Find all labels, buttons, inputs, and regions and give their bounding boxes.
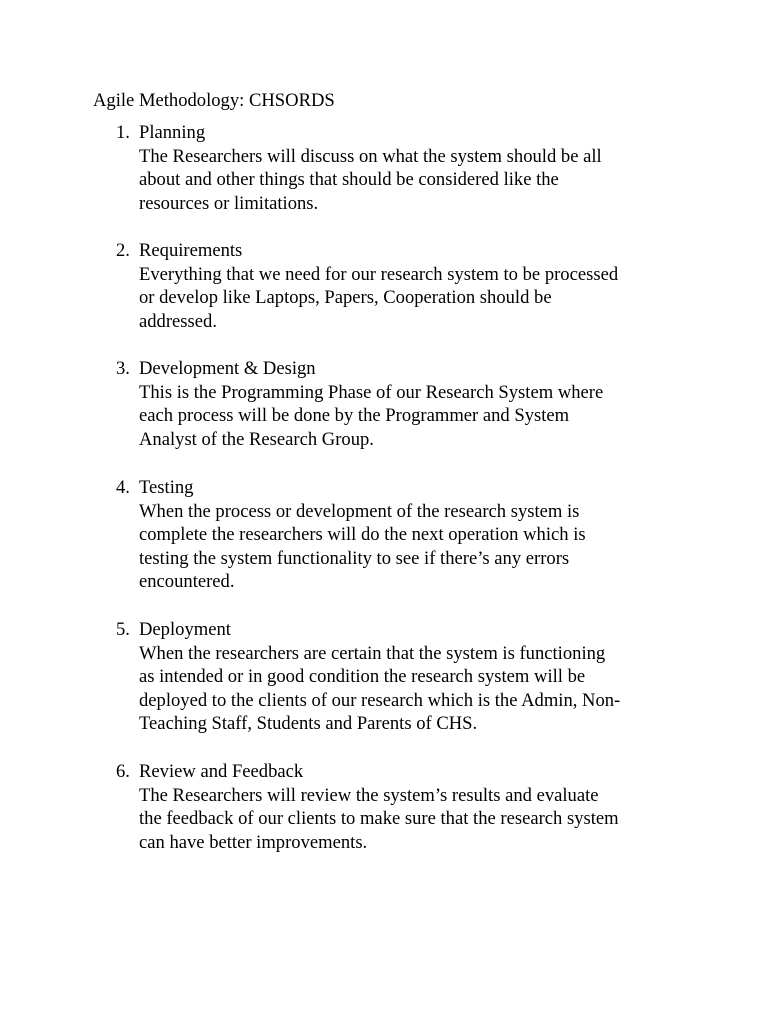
step-number: 1. [116,122,130,143]
body-line: encountered. [139,571,235,593]
step-description [139,642,679,736]
step-description [139,500,679,594]
step-heading: Requirements [139,240,243,261]
step-description [139,263,679,334]
body-line: When the researchers are certain that the system is functioning [139,642,606,664]
body-line: The Researchers will discuss on what the system should be all [139,145,602,167]
body-line: Analyst of the Research Group. [139,428,374,450]
step-heading: Development & Design [139,358,316,379]
body-line: testing the system functionality to see if there’s any errors [139,547,570,569]
document-title: Agile Methodology: CHSORDS [93,90,335,111]
body-line: resources or limitations. [139,192,319,214]
body-line: complete the researchers will do the next operation which is [139,524,586,546]
step-heading: Planning [139,122,206,143]
step-number: 6. [116,761,130,782]
body-line: each process will be done by the Programmer and System [139,405,570,427]
step-heading: Review and Feedback [139,761,304,782]
step-number: 4. [116,477,130,498]
body-line: about and other things that should be considered like the [139,169,559,191]
step-heading: Deployment [139,619,231,640]
step-number: 5. [116,619,130,640]
step-description [139,784,679,855]
step-description [139,145,679,216]
body-line: Teaching Staff, Students and Parents of CHS. [139,713,478,735]
body-line: as intended or in good condition the research system will be [139,666,586,688]
body-line: can have better improvements. [139,831,368,853]
step-number: 3. [116,358,130,379]
step-description [139,381,679,452]
body-line: This is the Programming Phase of our Research System where [139,381,604,403]
step-number: 2. [116,240,130,261]
body-line: When the process or development of the research system is [139,500,580,522]
body-line: the feedback of our clients to make sure that the research system [139,808,619,830]
step-heading: Testing [139,477,194,498]
body-line: addressed. [139,310,217,332]
body-line: deployed to the clients of our research which is the Admin, Non- [139,689,621,711]
body-line: Everything that we need for our research system to be processed [139,263,619,285]
body-line: The Researchers will review the system’s results and evaluate [139,784,599,806]
body-line: or develop like Laptops, Papers, Cooperation should be [139,287,552,309]
